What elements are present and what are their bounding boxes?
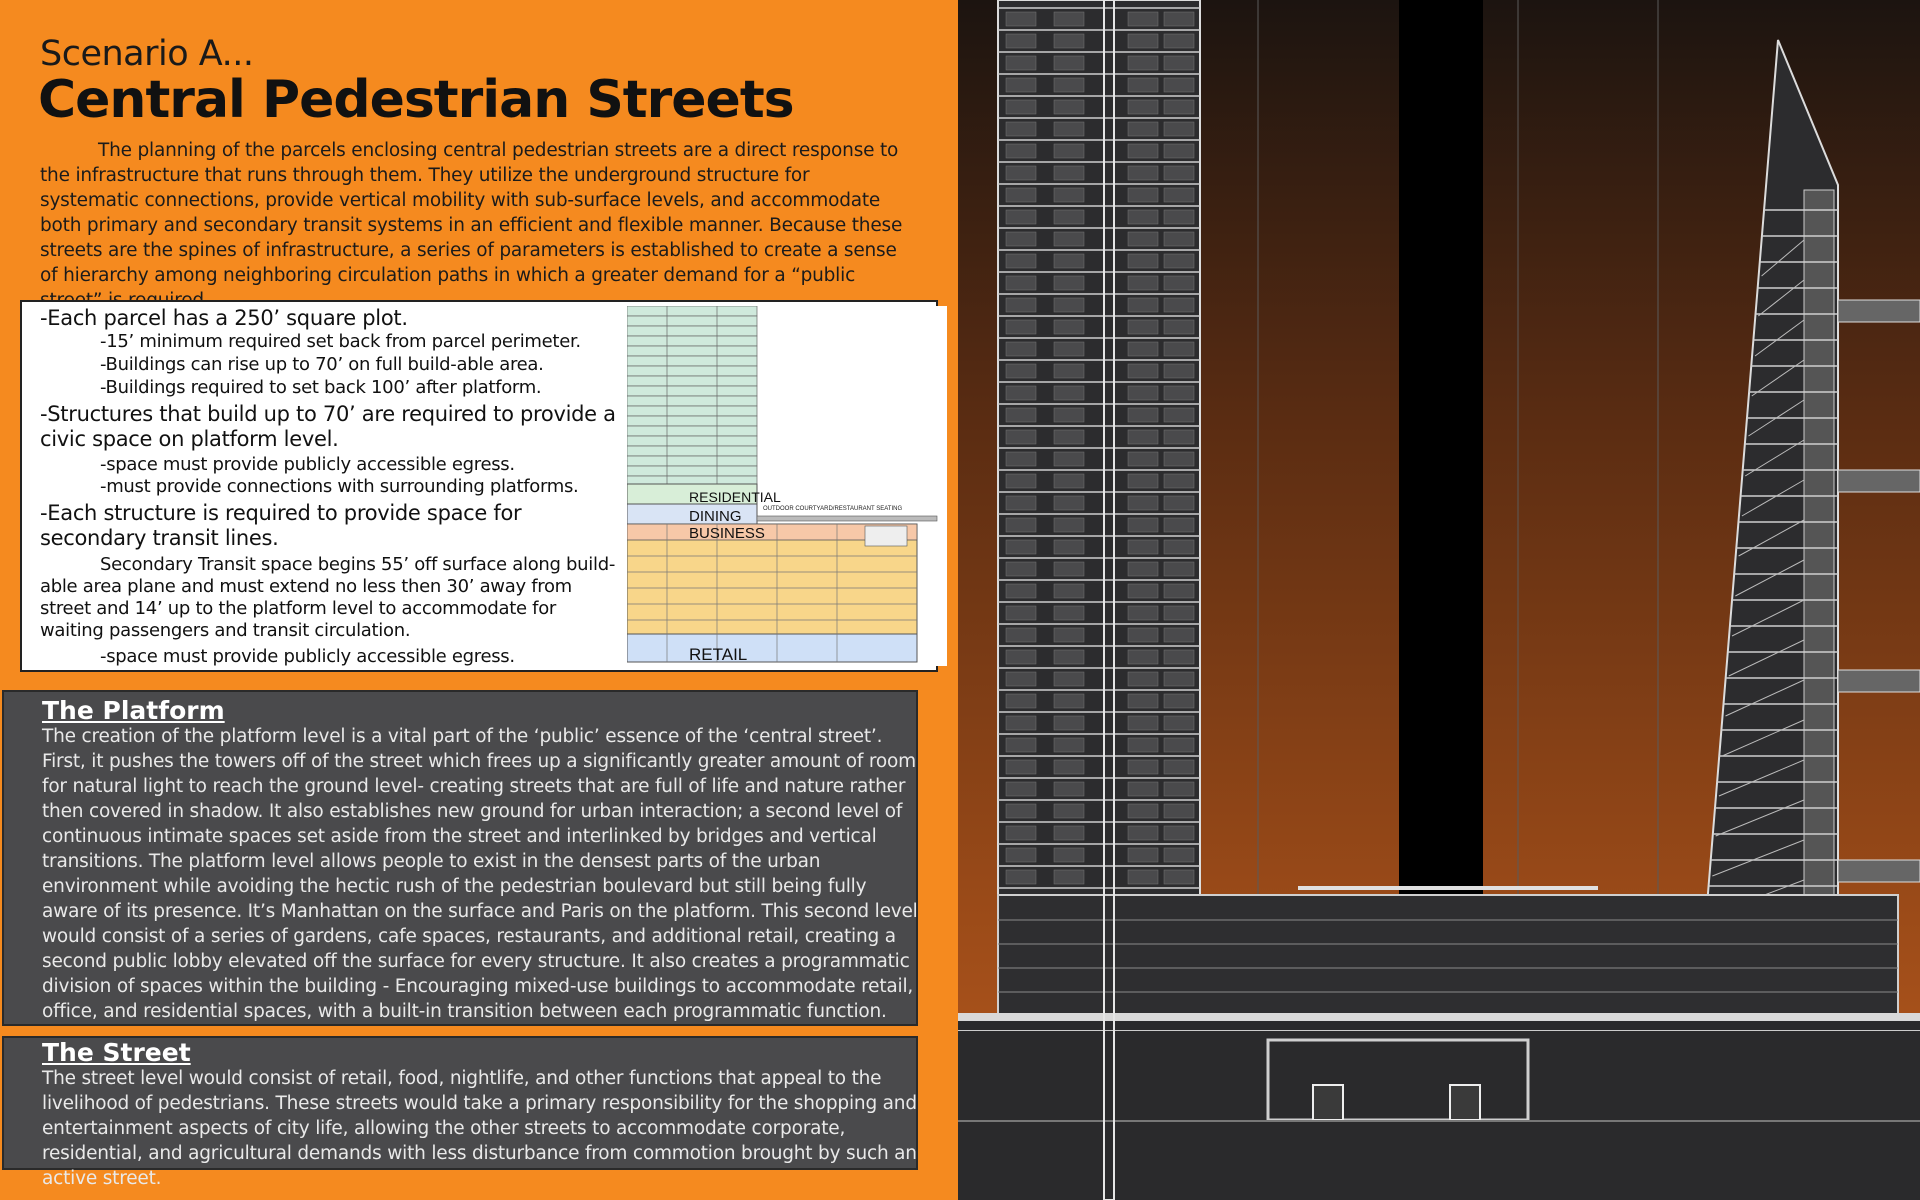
rule-height: -Buildings can rise up to 70’ on full build-able area. (100, 354, 544, 375)
label-retail: RETAIL (689, 645, 748, 664)
street-section-drawing (958, 0, 1920, 1200)
rule-connections: -must provide connections with surrounding platforms. (100, 476, 579, 497)
subway-car-icon (1313, 1085, 1343, 1120)
rule-egress-1: -space must provide publicly accessible egress. (100, 454, 515, 475)
rule-egress-2: -space must provide publicly accessible egress. (100, 646, 515, 667)
rule-civic-space: -Structures that build up to 70’ are required to provide a civic space on platform level. (40, 402, 616, 451)
platform-level (998, 895, 1898, 1015)
street-text: The street level would consist of retail, food, nightlife, and other functions that appeal to the livelihood of pedestrians. These streets would take a primary responsibility for the shopping and entertainment aspects of city life, allowing the other streets to accommodate corporate, residential, and agricultural demands with less disturbance from commotion brought by such an active street. (42, 1068, 917, 1189)
page-title: Central Pedestrian Streets (38, 70, 794, 130)
label-residential: RESIDENTIAL (689, 489, 781, 505)
left-tower (998, 0, 1200, 895)
parameters-box (20, 300, 938, 672)
rule-setback: -15’ minimum required set back from parcel perimeter. (100, 331, 581, 352)
text-column (0, 0, 958, 1200)
rule-transit: -Each structure is required to provide space for secondary transit lines. (40, 501, 522, 550)
platform-panel (2, 690, 918, 1026)
rule-parcel: -Each parcel has a 250’ square plot. (40, 306, 408, 330)
rule-transit-detail: Secondary Transit space begins 55’ off surface along build-able area plane and must extend no less then 30’ away from street and 14’ up to the platform level to accommodate for waiting passengers and transit circulation. (40, 554, 616, 641)
label-courtyard: OUTDOOR COURTYARD/RESTAURANT SEATING (763, 506, 903, 512)
label-dining: DINING (689, 508, 742, 525)
scenario-kicker: Scenario A... (40, 34, 254, 74)
transit-car-icon (865, 526, 907, 546)
rule-platform-setback: -Buildings required to set back 100’ after platform. (100, 377, 542, 398)
street-surface (958, 1013, 1920, 1021)
street-panel (2, 1036, 918, 1189)
intro-paragraph: The planning of the parcels enclosing central pedestrian streets are a direct response to the infrastructure that runs through them. They utilize the underground structure for systematic connections, provide vertical mobility with sub-surface levels, and accommodate both primary and secondary transit systems in an efficient and flexible manner. Because these streets are the spines of infrastructure, a series of parameters is established to create a sense of hierarchy among neighboring circulation paths in which a greater demand for a “public (40, 140, 903, 286)
street-title: The Street (42, 1038, 191, 1067)
platform-title: The Platform (42, 696, 225, 725)
platform-text: The creation of the platform level is a vital part of the ‘public’ essence of the ‘central street’. First, it pushes the towers off of the street which frees up a significantly greater amount of room for natural light to reach the ground level- creating streets that are full of life and nature rather then covered in shadow. It also establishes new ground for urban interaction; a second level of continuous intimate spaces set aside from the street and interlinked by bridges and vertical transitions. The platform level allows people to exist in the densest parts of the urban environment while avoiding the hectic rush of the pedestrian boulevard but still being fully aware of its presence. It’s Manhattan on the surface and Paris on the platform. This second level would consist of a series of gardens, cafe spaces, restaurants, and additional retail, creating a second public lobby elevated off the surface for every structure. It also creates a programmatic division of spaces within the building - Encouraging mixed-use buildings to accommodate retail, office, and residential spaces, with a built-in transition between each programmatic function. (42, 726, 918, 1022)
subway-car-icon-2 (1450, 1085, 1480, 1120)
label-business: BUSINESS (689, 525, 765, 542)
mixed-use-section-diagram (627, 306, 947, 666)
